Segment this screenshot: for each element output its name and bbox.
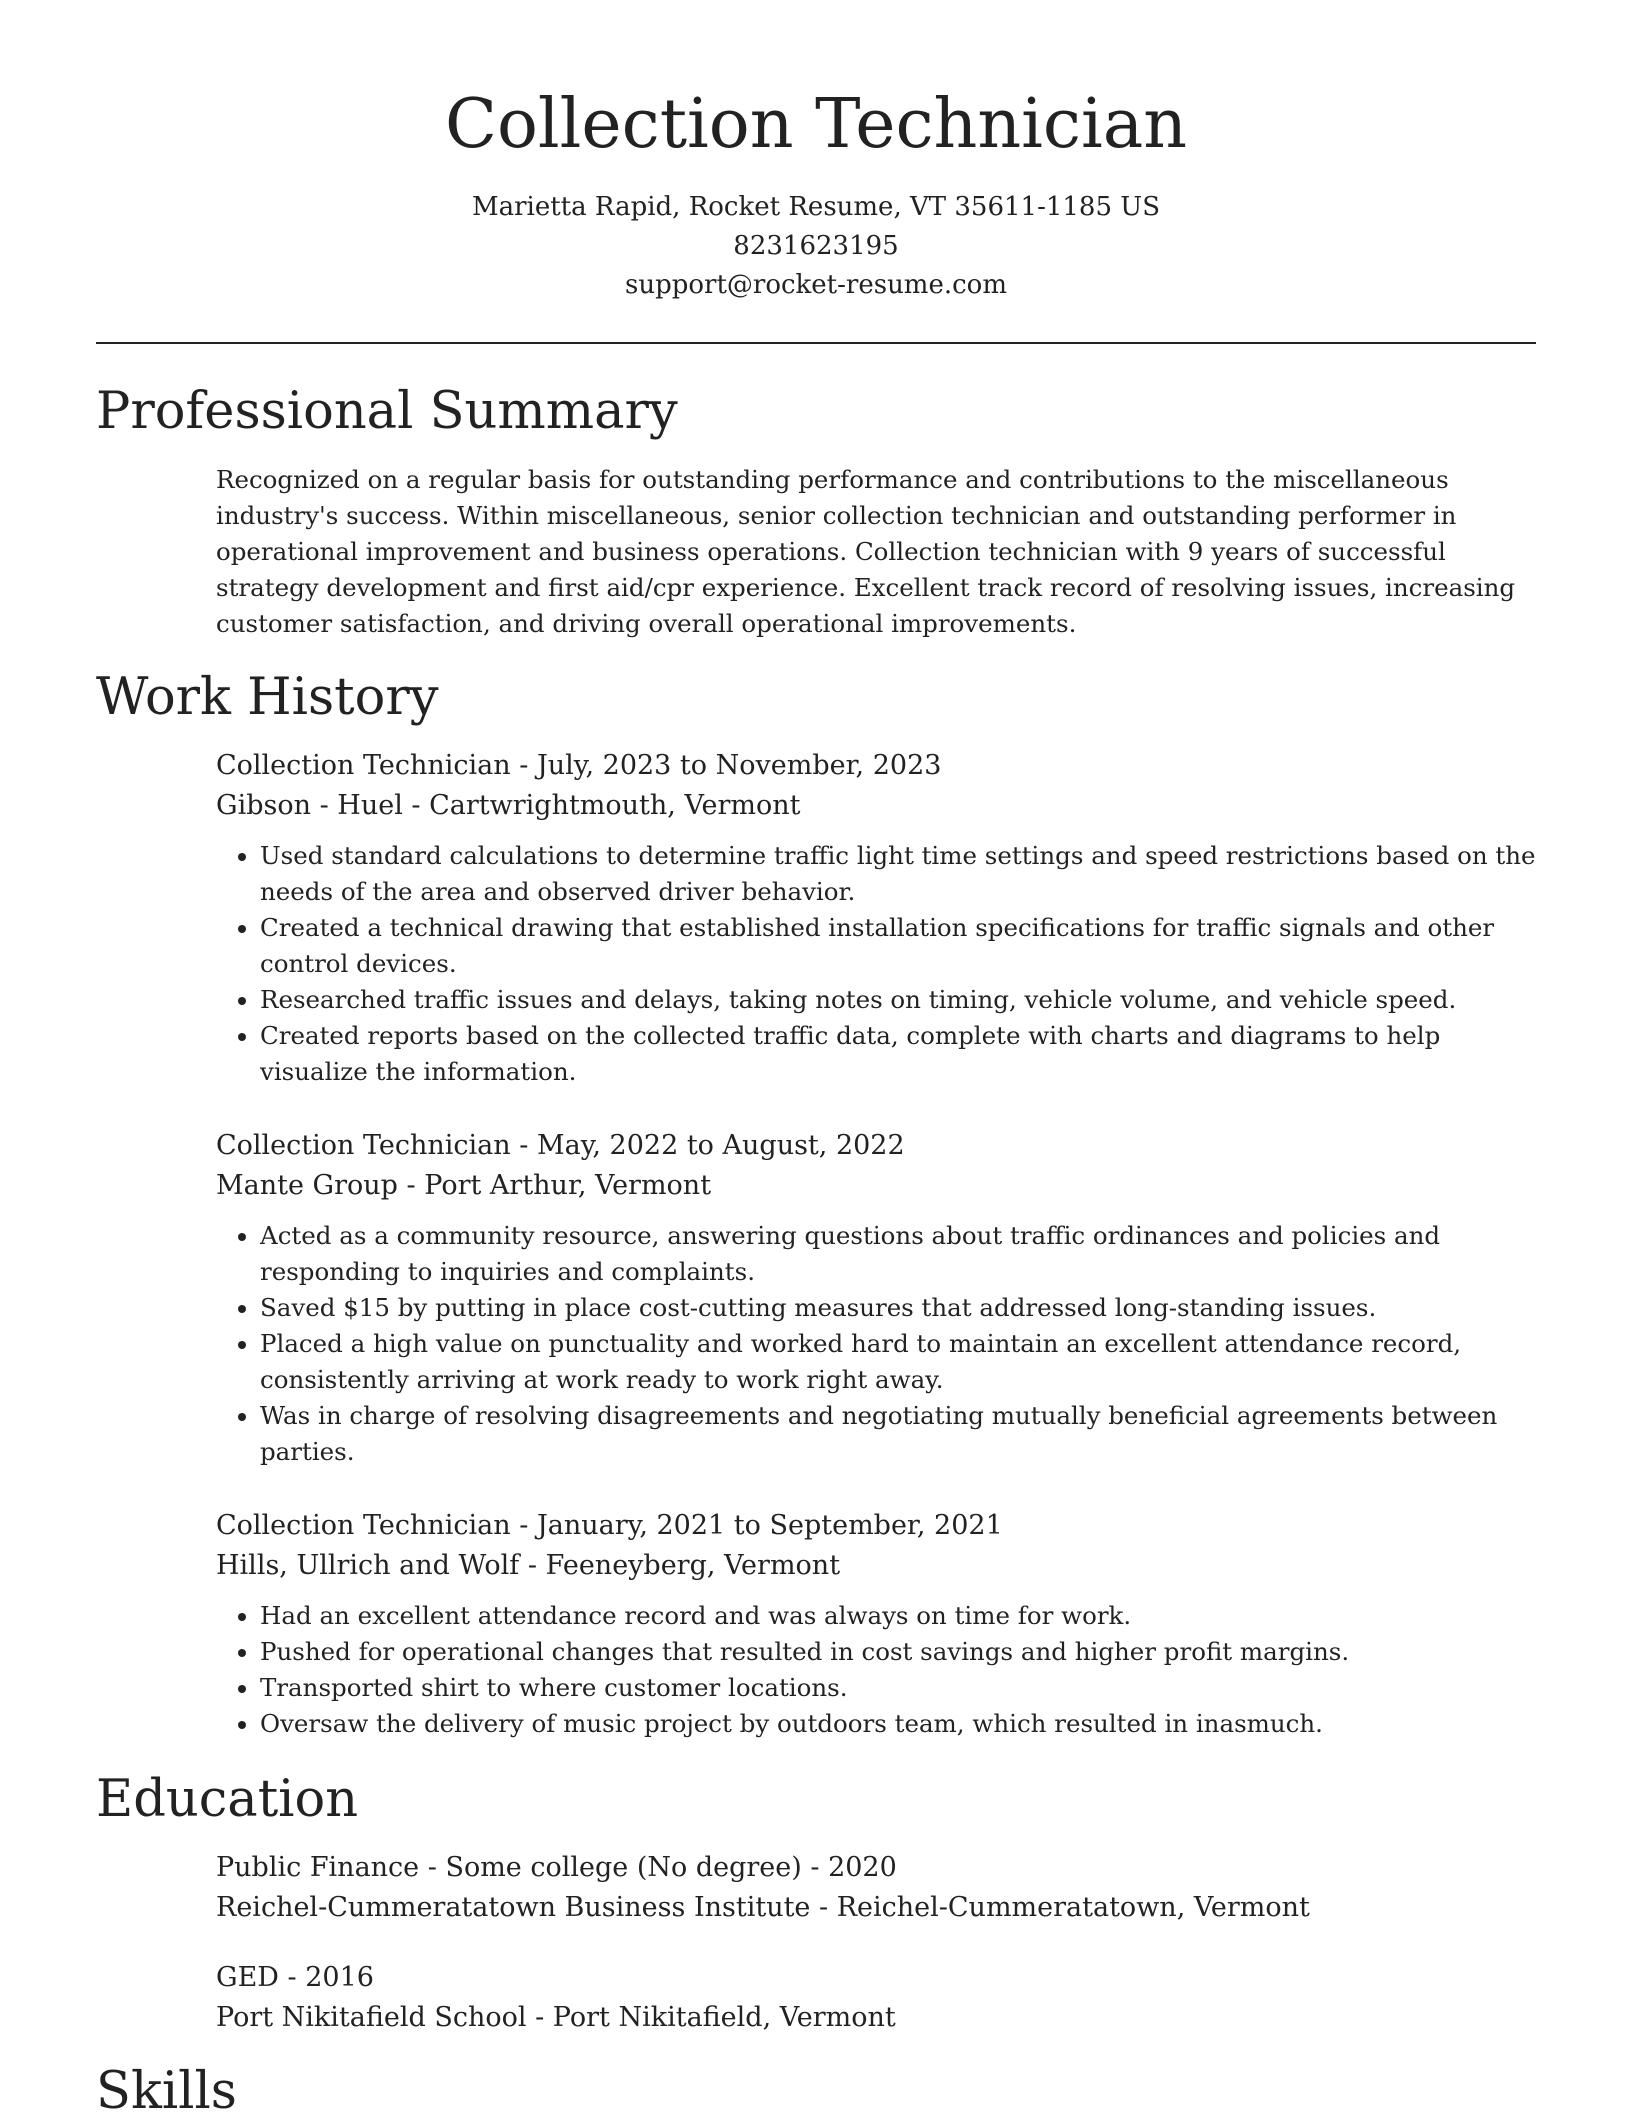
job-bullet: • Acted as a community resource, answering questions about traffic ordinances and policies and responding to inquiries and complaints. [260,1218,1536,1290]
job-org-line [216,786,1536,826]
education-year: - 2020 [801,1852,897,1883]
job-role: Collection Technician [216,1130,511,1161]
education-degree: Public Finance - Some college (No degree) [216,1852,802,1883]
job-bullet: • Placed a high value on punctuality and worked hard to maintain an excellent attendance record, consistently arriving at work ready to work right away. [260,1326,1536,1398]
job-bullet: • Was in charge of resolving disagreements and negotiating mutually beneficial agreements between parties. [260,1398,1536,1470]
summary-section [216,462,1536,642]
education-location: - Port Nikitafield, Vermont [526,2002,896,2033]
summary-heading: Professional Summary [96,382,678,441]
job-company: Gibson - Huel [216,790,403,821]
job-entry [216,746,1536,1090]
job-company: Hills, Ullrich and Wolf [216,1550,520,1581]
job-location: - Port Arthur, Vermont [397,1170,712,1201]
job-location: - Cartwrightmouth, Vermont [402,790,801,821]
education-entry [216,1958,1536,2038]
job-entry [216,1506,1536,1742]
job-bullet: • Created reports based on the collected traffic data, complete with charts and diagrams to help visualize the information. [260,1018,1536,1090]
job-title-line [216,1506,1536,1546]
contact-email: support@rocket-resume.com [624,270,1007,300]
job-bullet: • Used standard calculations to determine traffic light time settings and speed restrictions based on the needs of the area and observed driver behavior. [260,838,1536,910]
job-bullet: • Created a technical drawing that established installation specifications for traffic signals and other control devices. [260,910,1536,982]
education-degree-line [216,1848,1536,1888]
education-entry [216,1848,1536,1928]
job-dates: - May, 2022 to August, 2022 [510,1130,905,1161]
contact-info [0,188,1632,305]
job-bullet: • Researched traffic issues and delays, taking notes on timing, vehicle volume, and vehicle speed. [260,982,1536,1018]
education-degree-line [216,1958,1536,1998]
resume-name: Collection Technician [444,85,1188,164]
job-bullet: • Pushed for operational changes that resulted in cost savings and higher profit margins. [260,1634,1536,1670]
job-bullets [216,838,1536,1090]
header-divider [96,342,1536,344]
job-bullet: • Oversaw the delivery of music project by outdoors team, which resulted in inasmuch. [260,1706,1536,1742]
work-history-heading: Work History [96,668,439,727]
job-bullet: • Saved $15 by putting in place cost-cutting measures that addressed long-standing issues. [260,1290,1536,1326]
education-school-line [216,1888,1536,1928]
job-bullets [216,1218,1536,1470]
education-heading: Education [96,1770,359,1829]
job-location: - Feeneyberg, Vermont [519,1550,841,1581]
education-school: Port Nikitafield School [216,2002,527,2033]
job-bullet: • Transported shirt to where customer locations. [260,1670,1536,1706]
job-org-line [216,1166,1536,1206]
contact-phone: 8231623195 [733,231,899,261]
education-year: - 2016 [278,1962,374,1993]
job-dates: - July, 2023 to November, 2023 [510,750,942,781]
education-school: Reichel-Cummeratatown Business Institute [216,1892,811,1923]
summary-text: Recognized on a regular basis for outstanding performance and contributions to the miscellaneous industry's success. Within miscellaneous, senior collection technician and outstanding performer in operational improvement and business operations. Collection technician with 9 years of successful strategy development and first aid/cpr experience. Excellent track record of resolving issues, increasing customer satisfaction, and driving overall operational improvements. [216,465,1516,638]
contact-address: Marietta Rapid, Rocket Resume, VT 35611-1185 US [471,192,1161,222]
job-org-line [216,1546,1536,1586]
resume-header [0,0,1632,305]
education-location: - Reichel-Cummeratatown, Vermont [810,1892,1310,1923]
skills-heading: Skills [96,2062,237,2121]
job-company: Mante Group [216,1170,398,1201]
job-bullet: • Had an excellent attendance record and was always on time for work. [260,1598,1536,1634]
job-title-line [216,746,1536,786]
job-dates: - January, 2021 to September, 2021 [510,1510,1003,1541]
job-bullets [216,1598,1536,1742]
job-entry [216,1126,1536,1470]
job-role: Collection Technician [216,1510,511,1541]
job-title-line [216,1126,1536,1166]
education-school-line [216,1998,1536,2038]
education-degree: GED [216,1962,279,1993]
job-role: Collection Technician [216,750,511,781]
